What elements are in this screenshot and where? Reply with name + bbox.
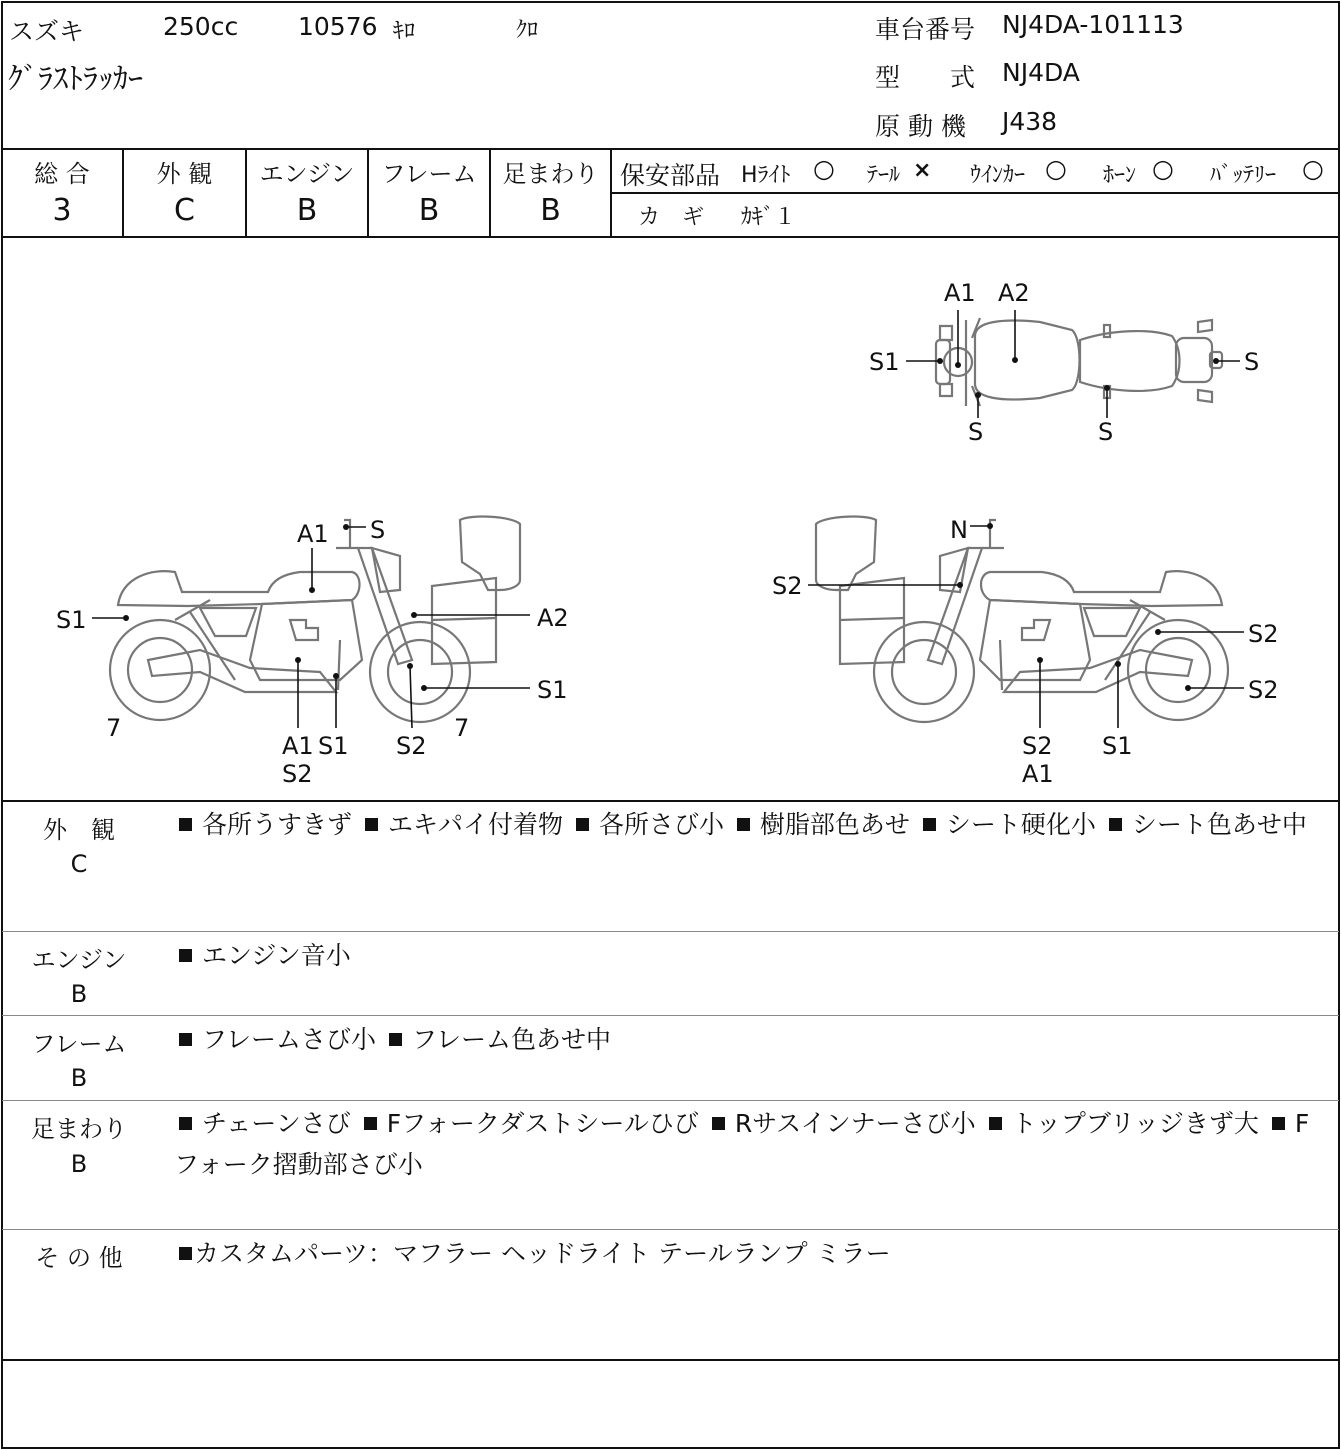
grade-label-exterior: 外 観: [156, 160, 213, 188]
maker: スズキ: [9, 17, 85, 46]
safety-item-winker: ｳｲﾝｶｰ: [970, 163, 1026, 188]
grade-label-frame: フレーム: [381, 160, 477, 188]
marker-label: A1: [944, 279, 976, 307]
safety-status-battery: ○: [1302, 154, 1324, 183]
marker-label: S2: [282, 760, 313, 788]
grade-value-engine: B: [296, 193, 318, 228]
safety-status-tail: ×: [913, 158, 932, 183]
marker-label: S2: [1022, 732, 1053, 760]
grade-value-exterior: C: [174, 193, 195, 228]
section-text: [174, 1019, 1334, 1060]
section-grade: C: [70, 850, 88, 878]
divider: [2, 1229, 1339, 1230]
remark-item: シート色あせ中: [1131, 810, 1307, 839]
section-label: 外 観: [43, 816, 115, 844]
color: ｸﾛ: [516, 18, 539, 43]
remark-item: 各所さび小: [598, 810, 724, 839]
remark-item: Fフォークダストシールひび: [386, 1109, 699, 1138]
damage-diagram: [0, 238, 1341, 800]
grade-label-overall: 総 合: [34, 160, 90, 188]
bullet-icon: [923, 818, 936, 831]
grade-value-overall: 3: [52, 193, 72, 228]
marker-label: S2: [1248, 620, 1279, 648]
remark-item: 樹脂部色あせ: [759, 810, 910, 839]
marker-label: A2: [537, 604, 569, 632]
marker-label: S2: [396, 732, 427, 760]
section-label: フレーム: [31, 1030, 127, 1058]
remark-item: フレーム色あせ中: [411, 1025, 611, 1054]
marker-label: S1: [1102, 732, 1133, 760]
marker-label: S2: [772, 572, 803, 600]
divider: [1, 800, 1340, 802]
section-grade: B: [70, 1150, 88, 1178]
section-label: エンジン: [31, 946, 127, 974]
remark-item: カスタムパーツ：マフラー ヘッドライト テールランプ ミラー: [194, 1239, 891, 1268]
top-view-markers: [869, 279, 1259, 446]
section-text: [174, 804, 1334, 845]
mileage-unit: ｷﾛ: [393, 19, 416, 44]
engine-label: 原 動 機: [875, 112, 966, 141]
bullet-icon: [1272, 1117, 1285, 1130]
marker-label: S: [370, 516, 386, 544]
frame-top: [1, 1, 1340, 3]
marker-label: S1: [56, 606, 87, 634]
remark-item: トップブリッジきず大: [1011, 1109, 1259, 1138]
safety-label: 保安部品: [620, 161, 721, 190]
marker-label: S1: [318, 732, 349, 760]
remark-item: Rサスインナーさび小: [734, 1109, 976, 1138]
divider: [2, 931, 1339, 932]
section-grade: B: [70, 980, 88, 1008]
marker-label: S1: [869, 348, 900, 376]
marker-label: S: [1244, 348, 1260, 376]
model-code-label: 型 式: [875, 63, 976, 92]
mileage: 10576: [298, 12, 378, 41]
remark-item: Fフォーク摺動部さび小: [174, 1109, 1310, 1179]
remark-item: 各所うすきず: [202, 810, 353, 839]
marker-label: 7: [106, 714, 122, 742]
divider: [1, 148, 1340, 150]
marker-label: A1: [297, 520, 329, 548]
divider: [1, 1359, 1340, 1361]
bullet-icon: [989, 1117, 1002, 1130]
bullet-icon: [712, 1117, 725, 1130]
section-text: [174, 935, 1334, 976]
marker-label: A1: [1022, 760, 1054, 788]
section-text: [174, 1233, 1334, 1274]
bullet-icon: [179, 1247, 192, 1260]
marker-label: S: [968, 418, 984, 446]
section-text: [174, 1103, 1334, 1185]
marker-label: S2: [1248, 676, 1279, 704]
safety-item-headlight: Hﾗｲﾄ: [741, 163, 791, 188]
safety-status-horn: ○: [1152, 154, 1174, 183]
divider: [2, 1015, 1339, 1016]
frame-no: NJ4DA-101113: [1002, 10, 1184, 39]
marker-label: 7: [454, 714, 470, 742]
right-view-markers: [772, 516, 1279, 788]
bullet-icon: [179, 1033, 192, 1046]
marker-label: A2: [998, 279, 1030, 307]
bullet-icon: [364, 1117, 377, 1130]
model-code: NJ4DA: [1002, 58, 1080, 87]
divider: [611, 192, 1339, 194]
bullet-icon: [365, 818, 378, 831]
divider: [2, 1100, 1339, 1101]
grade-label-engine: エンジン: [259, 160, 355, 188]
safety-item-battery: ﾊﾞｯﾃﾘｰ: [1210, 163, 1277, 188]
safety-item-horn: ﾎｰﾝ: [1103, 163, 1137, 188]
motorcycle-right-view: [816, 517, 1228, 722]
safety-item-tail: ﾃｰﾙ: [867, 163, 901, 188]
section-label: 足まわり: [31, 1115, 127, 1143]
remark-item: フレームさび小: [202, 1025, 377, 1054]
section-label: そ の 他: [35, 1244, 123, 1272]
bullet-icon: [389, 1033, 402, 1046]
grade-value-suspension: B: [540, 193, 561, 228]
remark-item: シート硬化小: [945, 810, 1096, 839]
bullet-icon: [179, 949, 192, 962]
frame-no-label: 車台番号: [875, 15, 976, 44]
marker-label: S: [1098, 418, 1114, 446]
safety-status-headlight: ○: [813, 154, 835, 183]
bullet-icon: [1109, 818, 1122, 831]
bullet-icon: [179, 1117, 192, 1130]
safety-status-winker: ○: [1045, 154, 1067, 183]
engine-code: J438: [1002, 107, 1058, 136]
remark-item: チェーンさび: [202, 1109, 351, 1138]
grade-value-frame: B: [418, 193, 440, 228]
grade-label-suspension: 足まわり: [502, 160, 599, 188]
frame-bottom: [1, 1447, 1340, 1449]
bullet-icon: [576, 818, 589, 831]
marker-label: N: [950, 516, 968, 544]
key-value: ｶｷﾞ１: [741, 205, 797, 230]
bullet-icon: [737, 818, 750, 831]
displacement: 250cc: [163, 12, 239, 41]
marker-label: S1: [537, 676, 568, 704]
key-label: カ ギ: [638, 205, 705, 230]
model-name: ｸﾞﾗｽﾄﾗｯｶｰ: [8, 62, 143, 97]
section-grade: B: [70, 1064, 88, 1092]
marker-label: A1: [282, 732, 314, 760]
bullet-icon: [179, 818, 192, 831]
remark-item: エンジン音小: [202, 941, 351, 970]
remark-item: エキパイ付着物: [387, 810, 563, 839]
